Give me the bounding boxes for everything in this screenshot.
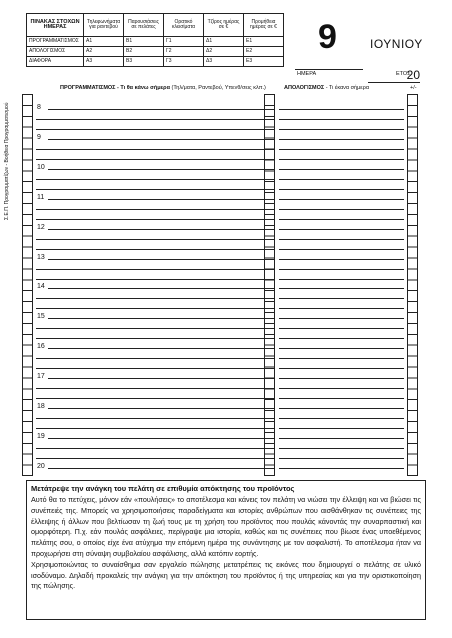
table-row (27, 57, 284, 67)
plan-line[interactable] (36, 249, 274, 250)
report-line[interactable] (279, 298, 404, 299)
plan-line[interactable] (36, 269, 274, 270)
tip-paragraph: Αυτό θα το πετύχεις, μόνον εάν «πουλήσεις» το αποτέλεσμα και κάνεις τον πελάτη να νιώσει την έλλειψη και να βιώσει τις συνέπειές της. Μπορείς να χρησιμοποιήσεις παραδείγματα και ιστορίες ανθρώπων που αισθάνθηκαν τις συνέπειες της έλλειψης ή άλλων που βελτίωσαν τη ζωή τους με τη χρήση του προϊόντος που πουλάς κάνοντάς την συναρπαστική και ομορφότερη. Π.χ. εάν πουλάς ασφάλειες, περίγραψε μια ιστορία, καθώς και τις συνέπειες που βίωσε ένας υποεθέμενος πελάτης σου, ο οποίος είχε ένα ατύχημα την επόμενη ημέρα της συνάντησης με τον ασφαλιστή. Το αποτέλεσμα ήταν να προχωρήσει στη σύναψη συμβολαίου ασφάλισης, αλλά κατόπιν εορτής. (31, 495, 421, 558)
column-header: Παρουσιάσεις σε πελάτες (124, 14, 164, 37)
table-cell[interactable]: Ε2 (244, 47, 284, 57)
plan-line[interactable] (48, 139, 274, 140)
plan-line[interactable] (48, 288, 274, 289)
day-label: ΗΜΕΡΑ (297, 71, 317, 77)
report-line[interactable] (279, 249, 404, 250)
report-line[interactable] (279, 149, 404, 150)
plan-line[interactable] (36, 418, 274, 419)
tip-paragraph: Χρησιμοποιώντας το συναίσθημα σαν εργαλείο πώλησης μετατρέπεις τις εικόνες που δημιουργεί ο πελάτης σε υλικό ισοδύναμο. Δηλαδή προκαλείς την ανάγκη για την απόκτηση του προϊόντος ή της υπηρεσίας και για την οριστικοποίηση της πώλησης. (31, 559, 421, 591)
table-cell[interactable]: Δ3 (204, 57, 244, 67)
plan-checkbox-column[interactable] (22, 94, 33, 476)
table-cell[interactable]: Β2 (124, 47, 164, 57)
plan-heading-note: (Τηλ/ματα, Ραντεβού, Υπενθ/σεις κλπ.) (171, 85, 266, 91)
table-corner-title: ΠΙΝΑΚΑΣ ΣΤΟΧΩΝ ΗΜΕΡΑΣ (27, 14, 84, 37)
month-name: ΙΟΥΝΙΟΥ (370, 37, 423, 51)
report-line[interactable] (279, 338, 404, 339)
report-line[interactable] (279, 448, 404, 449)
table-cell[interactable]: Γ2 (164, 47, 204, 57)
plan-line[interactable] (36, 328, 274, 329)
plan-line[interactable] (48, 229, 274, 230)
plan-line[interactable] (36, 219, 274, 220)
report-line[interactable] (279, 328, 404, 329)
plan-line[interactable] (48, 109, 274, 110)
report-line[interactable] (279, 398, 404, 399)
report-heading-title: ΑΠΟΛΟΓΙΣΜΟΣ (284, 85, 325, 91)
hour-label: 19 (37, 432, 45, 440)
plan-line[interactable] (36, 298, 274, 299)
plan-line[interactable] (48, 199, 274, 200)
plan-line[interactable] (48, 408, 274, 409)
report-line[interactable] (279, 179, 404, 180)
hour-label: 16 (37, 343, 45, 351)
plan-line[interactable] (36, 458, 274, 459)
plan-line[interactable] (36, 129, 274, 130)
plan-line[interactable] (36, 239, 274, 240)
plan-line[interactable] (36, 189, 274, 190)
report-line[interactable] (279, 219, 404, 220)
plan-line[interactable] (36, 308, 274, 309)
report-line[interactable] (279, 109, 404, 110)
plusminus-checkbox-column[interactable] (407, 94, 418, 476)
column-header: Προμήθεια ημέρας σε € (244, 14, 284, 37)
report-line[interactable] (279, 458, 404, 459)
hour-label: 15 (37, 313, 45, 321)
report-line[interactable] (279, 378, 404, 379)
report-line[interactable] (279, 428, 404, 429)
report-line[interactable] (279, 169, 404, 170)
report-line[interactable] (279, 229, 404, 230)
table-cell[interactable]: Γ1 (164, 37, 204, 47)
plan-line[interactable] (36, 209, 274, 210)
report-line[interactable] (279, 239, 404, 240)
report-line[interactable] (279, 119, 404, 120)
table-cell[interactable]: Α2 (84, 47, 124, 57)
table-cell[interactable]: Α3 (84, 57, 124, 67)
report-line[interactable] (279, 358, 404, 359)
daily-goals-table (26, 13, 284, 67)
row-label: ΠΡΟΓΡΑΜΜΑΤΙΣΜΟΣ (27, 37, 84, 47)
hour-label: 11 (37, 193, 45, 201)
hour-label: 18 (37, 403, 45, 410)
plan-line[interactable] (36, 358, 274, 359)
report-heading-note: - Τι έκανα σήμερα (325, 85, 370, 91)
day-number: 9 (318, 18, 337, 56)
plan-line[interactable] (36, 398, 274, 399)
plan-heading (60, 85, 266, 91)
plan-line[interactable] (48, 468, 274, 469)
plan-line[interactable] (48, 348, 274, 349)
plan-line[interactable] (36, 428, 274, 429)
report-line[interactable] (279, 129, 404, 130)
plan-line[interactable] (36, 338, 274, 339)
report-line[interactable] (279, 269, 404, 270)
report-line[interactable] (279, 348, 404, 349)
plan-line[interactable] (36, 388, 274, 389)
plusminus-heading: +/- (410, 85, 417, 91)
report-line[interactable] (279, 279, 404, 280)
report-line[interactable] (279, 418, 404, 419)
plan-line[interactable] (36, 119, 274, 120)
table-cell[interactable]: Β1 (124, 37, 164, 47)
hour-label: 17 (37, 373, 45, 381)
table-cell[interactable]: Β3 (124, 57, 164, 67)
report-line[interactable] (279, 468, 404, 469)
column-header: Ορατικό κλεισίματα (164, 14, 204, 37)
hour-label: 12 (37, 223, 45, 231)
plan-line[interactable] (36, 448, 274, 449)
year-field[interactable]: 20 (368, 68, 420, 83)
report-line[interactable] (279, 209, 404, 210)
plan-line[interactable] (48, 378, 274, 379)
report-line[interactable] (279, 139, 404, 140)
report-line[interactable] (279, 388, 404, 389)
day-underline (295, 69, 363, 70)
report-line[interactable] (279, 438, 404, 439)
hour-label: 20 (37, 462, 45, 470)
tip-box (26, 480, 426, 620)
table-cell[interactable]: Α1 (84, 37, 124, 47)
table-row (27, 47, 284, 57)
hour-label: 13 (37, 253, 45, 261)
side-label: Σ.Ε.Π. Προγραμματίζων - Βοήθεια Προγραμματισμού (4, 102, 10, 220)
report-heading (284, 85, 369, 91)
report-line[interactable] (279, 408, 404, 409)
report-line[interactable] (279, 259, 404, 260)
plan-line[interactable] (48, 259, 274, 260)
table-cell[interactable]: Δ1 (204, 37, 244, 47)
report-line[interactable] (279, 288, 404, 289)
table-cell[interactable]: Δ2 (204, 47, 244, 57)
row-label: ΑΠΟΛΟΓΙΣΜΟΣ (27, 47, 84, 57)
report-line[interactable] (279, 308, 404, 309)
plan-line[interactable] (48, 318, 274, 319)
report-line[interactable] (279, 368, 404, 369)
report-line[interactable] (279, 189, 404, 190)
hour-label: 10 (37, 163, 45, 171)
column-header: Τζίρος ημέρας σε € (204, 14, 244, 37)
plan-line[interactable] (48, 438, 274, 439)
row-label: ΔΙΑΦΟΡΑ (27, 57, 84, 67)
table-cell[interactable]: Ε1 (244, 37, 284, 47)
plan-line[interactable] (36, 179, 274, 180)
column-header: Τηλεφωνήματα για ραντεβού (84, 14, 124, 37)
report-line[interactable] (279, 199, 404, 200)
plan-line[interactable] (36, 368, 274, 369)
hour-label: 9 (37, 133, 41, 141)
tip-title: Μετάτρεψε την ανάγκη του πελάτη σε επιθυμία απόκτησης του προϊόντος (31, 484, 295, 493)
plan-heading-title: ΠΡΟΓΡΑΜΜΑΤΙΣΜΟΣ - Τι θα κάνω σήμερα (60, 85, 170, 91)
report-line[interactable] (279, 159, 404, 160)
plan-line[interactable] (48, 169, 274, 170)
table-row (27, 37, 284, 47)
report-line[interactable] (279, 318, 404, 319)
year-label: ΕΤΟΣ (396, 71, 411, 77)
table-cell[interactable]: Γ3 (164, 57, 204, 67)
plan-line[interactable] (36, 149, 274, 150)
table-cell[interactable]: Ε3 (244, 57, 284, 67)
hour-label: 14 (37, 283, 45, 291)
hour-label: 8 (37, 104, 41, 111)
plan-line[interactable] (36, 279, 274, 280)
plan-line[interactable] (36, 159, 274, 160)
